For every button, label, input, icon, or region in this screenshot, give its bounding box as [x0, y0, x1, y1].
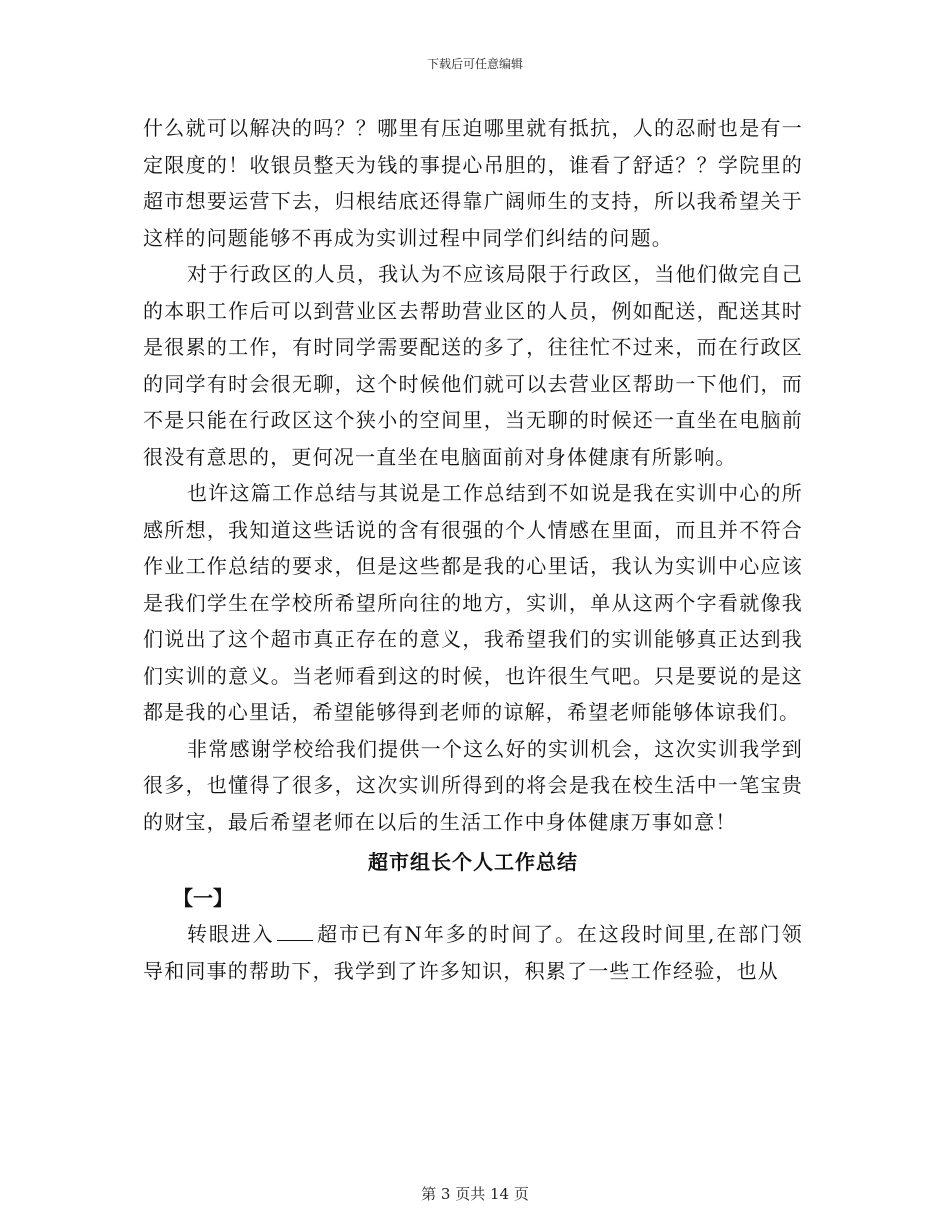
paragraph-4: 非常感谢学校给我们提供一个这么好的实训机会，这次实训我学到很多，也懂得了很多，这次实训所得到的将会是我在校生活中一笔宝贵的财宝，最后希望老师在以后的生活工作中身体健康万事如意！	[143, 736, 803, 834]
intro-text-start: 转眼进入	[187, 922, 275, 946]
fill-in-blank	[277, 922, 313, 941]
paragraph-1: 什么就可以解决的吗？？哪里有压迫哪里就有抵抗，人的忍耐也是有一定限度的！收银员整天为钱的事提心吊胆的，谁看了舒适？？学院里的超市想要运营下去，归根结底还得靠广阔师生的支持，所以我希望关于这样的问题能够不再成为实训过程中同学们纠结的问题。	[143, 116, 803, 250]
section-intro-paragraph	[143, 916, 803, 989]
page-header-note: 下载后可任意编辑	[426, 57, 523, 71]
intro-text-rest: 超市已有N年多的时间了。在这段时间里,在部门领导和同事的帮助下，我学到了许多知识，积累了一些工作经验，也从	[143, 922, 803, 983]
section-title: 超市组长个人工作总结	[368, 850, 578, 874]
paragraph-2: 对于行政区的人员，我认为不应该局限于行政区，当他们做完自己的本职工作后可以到营业区去帮助营业区的人员，例如配送，配送其时是很累的工作，有时同学需要配送的多了，往往忙不过来，而在行政区的同学有时会很无聊，这个时候他们就可以去营业区帮助一下他们，而不是只能在行政区这个狭小的空间里，当无聊的时候还一直坐在电脑前很没有意思的，更何况一直坐在电脑面前对身体健康有所影响。	[143, 262, 803, 469]
paragraph-3: 也许这篇工作总结与其说是工作总结到不如说是我在实训中心的所感所想，我知道这些话说的含有很强的个人情感在里面，而且并不符合作业工作总结的要求，但是这些都是我的心里话，我认为实训中心应该是我们学生在学校所希望所向往的地方，实训，单从这两个字看就像我们说出了这个超市真正存在的意义，我希望我们的实训能够真正达到我们实训的意义。当老师看到这的时候，也许很生气吧。只是要说的是这都是我的心里话，希望能够得到老师的谅解，希望老师能够体谅我们。	[143, 481, 803, 724]
section-marker: 【一】	[173, 886, 233, 910]
page-footer-number: 第 3 页共 14 页	[421, 1185, 529, 1203]
document-body	[143, 110, 803, 989]
